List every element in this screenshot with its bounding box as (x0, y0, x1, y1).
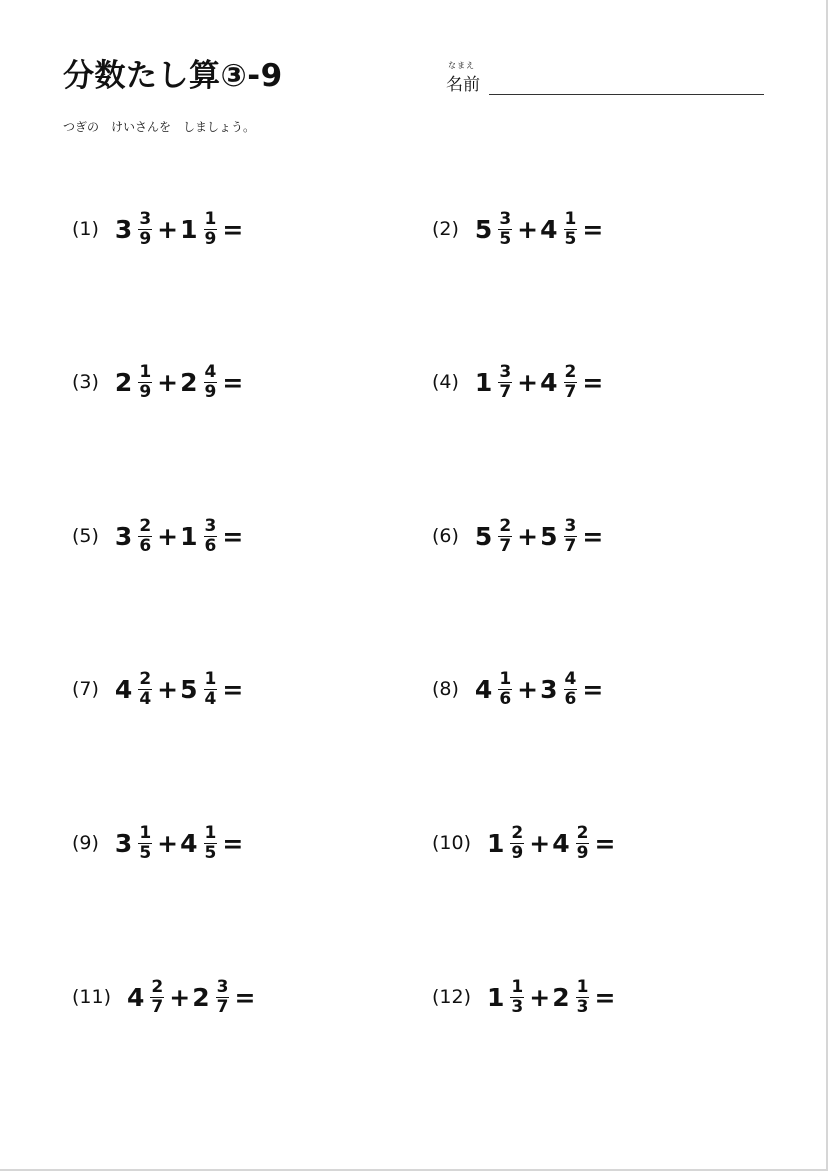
first-whole-number: 4 (114, 674, 133, 704)
problem-number: (9) (72, 832, 99, 854)
worksheet-title: 分数たし算③-9 (63, 58, 283, 94)
equals-sign: = (582, 367, 604, 397)
plus-sign: + (517, 521, 539, 551)
problem-number: (8) (432, 678, 459, 700)
equals-sign: = (222, 214, 244, 244)
problem-number: (1) (72, 218, 99, 240)
fraction-denominator: 5 (139, 842, 152, 863)
name-field (446, 60, 766, 100)
second-fraction (576, 822, 590, 863)
plus-sign: + (157, 367, 179, 397)
second-fraction (216, 976, 230, 1017)
second-whole-number: 3 (540, 674, 558, 704)
problem-number: (4) (432, 371, 459, 393)
second-fraction (204, 515, 218, 556)
plus-sign: + (157, 674, 179, 704)
plus-sign: + (157, 828, 179, 858)
first-fraction (510, 976, 524, 1017)
fraction-numerator: 1 (139, 822, 152, 843)
first-fraction (498, 515, 512, 556)
second-whole-number: 2 (180, 367, 198, 397)
fraction-numerator: 1 (511, 976, 524, 997)
plus-sign: + (529, 982, 551, 1012)
name-label: 名前 (446, 75, 480, 95)
problem-item (72, 207, 243, 251)
second-fraction (564, 361, 578, 402)
second-whole-number: 4 (552, 828, 570, 858)
first-whole-number: 5 (474, 214, 493, 244)
plus-sign: + (517, 674, 539, 704)
first-fraction (498, 208, 512, 249)
fraction-numerator: 2 (564, 361, 577, 382)
problem-item (432, 207, 603, 251)
first-fraction (498, 361, 512, 402)
fraction-denominator: 7 (151, 996, 164, 1017)
fraction-denominator: 9 (139, 381, 152, 402)
first-whole-number: 5 (474, 521, 493, 551)
fraction-numerator: 3 (499, 361, 512, 382)
fraction-numerator: 3 (499, 208, 512, 229)
fraction-denominator: 3 (576, 996, 589, 1017)
plus-sign: + (157, 214, 179, 244)
fraction-numerator: 1 (564, 208, 577, 229)
first-whole-number: 3 (114, 214, 133, 244)
fraction-denominator: 9 (511, 842, 524, 863)
first-fraction (138, 361, 152, 402)
second-whole-number: 1 (180, 214, 198, 244)
problem-item (72, 360, 243, 404)
fraction-denominator: 4 (204, 688, 217, 709)
second-fraction (204, 668, 218, 709)
fraction-denominator: 7 (564, 381, 577, 402)
first-whole-number: 3 (114, 521, 133, 551)
first-fraction (498, 668, 512, 709)
problem-item (432, 667, 603, 711)
fraction-denominator: 7 (216, 996, 229, 1017)
fraction-denominator: 7 (499, 381, 512, 402)
second-fraction (204, 361, 218, 402)
fraction-denominator: 5 (499, 228, 512, 249)
first-whole-number: 3 (114, 828, 133, 858)
fraction-numerator: 2 (576, 822, 589, 843)
plus-sign: + (517, 214, 539, 244)
fraction-numerator: 2 (139, 668, 152, 689)
first-whole-number: 4 (127, 982, 145, 1012)
problem-item (72, 667, 243, 711)
equals-sign: = (594, 982, 616, 1012)
second-whole-number: 1 (180, 521, 198, 551)
fraction-numerator: 2 (511, 822, 524, 843)
fraction-numerator: 1 (499, 668, 512, 689)
equals-sign: = (582, 674, 604, 704)
first-fraction (138, 515, 152, 556)
problem-number: (3) (72, 371, 99, 393)
fraction-denominator: 7 (564, 535, 577, 556)
fraction-denominator: 9 (204, 228, 217, 249)
equals-sign: = (582, 521, 604, 551)
fraction-denominator: 9 (139, 228, 152, 249)
fraction-denominator: 6 (564, 688, 577, 709)
first-whole-number: 4 (474, 674, 493, 704)
fraction-numerator: 2 (499, 515, 512, 536)
problem-number: (2) (432, 218, 459, 240)
fraction-numerator: 3 (204, 515, 217, 536)
second-fraction (564, 515, 578, 556)
second-fraction (564, 668, 578, 709)
fraction-denominator: 6 (139, 535, 152, 556)
problem-number: (10) (432, 832, 472, 854)
equals-sign: = (234, 982, 256, 1012)
second-whole-number: 2 (192, 982, 210, 1012)
problem-number: (12) (432, 986, 472, 1008)
fraction-numerator: 2 (151, 976, 164, 997)
instruction-text: つぎの けいさんを しましょう。 (63, 120, 256, 134)
plus-sign: + (157, 521, 179, 551)
fraction-numerator: 1 (204, 668, 217, 689)
problem-item (72, 821, 243, 865)
fraction-denominator: 9 (576, 842, 589, 863)
first-whole-number: 1 (487, 982, 505, 1012)
second-whole-number: 4 (540, 367, 558, 397)
fraction-denominator: 9 (204, 381, 217, 402)
equals-sign: = (582, 214, 604, 244)
problem-number: (6) (432, 525, 459, 547)
first-whole-number: 1 (474, 367, 493, 397)
first-fraction (138, 208, 152, 249)
problem-item (432, 821, 615, 865)
fraction-numerator: 4 (204, 361, 217, 382)
fraction-numerator: 3 (216, 976, 229, 997)
second-whole-number: 5 (180, 674, 198, 704)
equals-sign: = (594, 828, 616, 858)
problem-item (72, 514, 243, 558)
plus-sign: + (517, 367, 539, 397)
first-fraction (510, 822, 524, 863)
second-whole-number: 5 (540, 521, 558, 551)
second-fraction (204, 208, 218, 249)
fraction-denominator: 5 (204, 842, 217, 863)
fraction-numerator: 1 (139, 361, 152, 382)
equals-sign: = (222, 521, 244, 551)
fraction-denominator: 3 (511, 996, 524, 1017)
fraction-numerator: 3 (139, 208, 152, 229)
fraction-numerator: 2 (139, 515, 152, 536)
problem-number: (11) (72, 986, 112, 1008)
fraction-numerator: 1 (576, 976, 589, 997)
fraction-denominator: 4 (139, 688, 152, 709)
equals-sign: = (222, 828, 244, 858)
fraction-denominator: 6 (204, 535, 217, 556)
name-write-line[interactable] (489, 94, 764, 95)
equals-sign: = (222, 674, 244, 704)
second-whole-number: 4 (180, 828, 198, 858)
second-whole-number: 2 (552, 982, 570, 1012)
fraction-numerator: 4 (564, 668, 577, 689)
problem-item (72, 975, 255, 1019)
second-fraction (204, 822, 218, 863)
equals-sign: = (222, 367, 244, 397)
fraction-numerator: 1 (204, 208, 217, 229)
first-whole-number: 1 (487, 828, 505, 858)
problem-item (432, 975, 615, 1019)
fraction-numerator: 1 (204, 822, 217, 843)
problem-item (432, 514, 603, 558)
fraction-denominator: 5 (564, 228, 577, 249)
fraction-numerator: 3 (564, 515, 577, 536)
first-fraction (150, 976, 164, 1017)
fraction-denominator: 6 (499, 688, 512, 709)
first-fraction (138, 668, 152, 709)
problem-number: (7) (72, 678, 99, 700)
plus-sign: + (169, 982, 191, 1012)
second-whole-number: 4 (540, 214, 558, 244)
fraction-denominator: 7 (499, 535, 512, 556)
second-fraction (564, 208, 578, 249)
problem-number: (5) (72, 525, 99, 547)
first-whole-number: 2 (114, 367, 133, 397)
second-fraction (576, 976, 590, 1017)
first-fraction (138, 822, 152, 863)
problem-item (432, 360, 603, 404)
plus-sign: + (529, 828, 551, 858)
name-ruby: なまえ (448, 61, 475, 70)
